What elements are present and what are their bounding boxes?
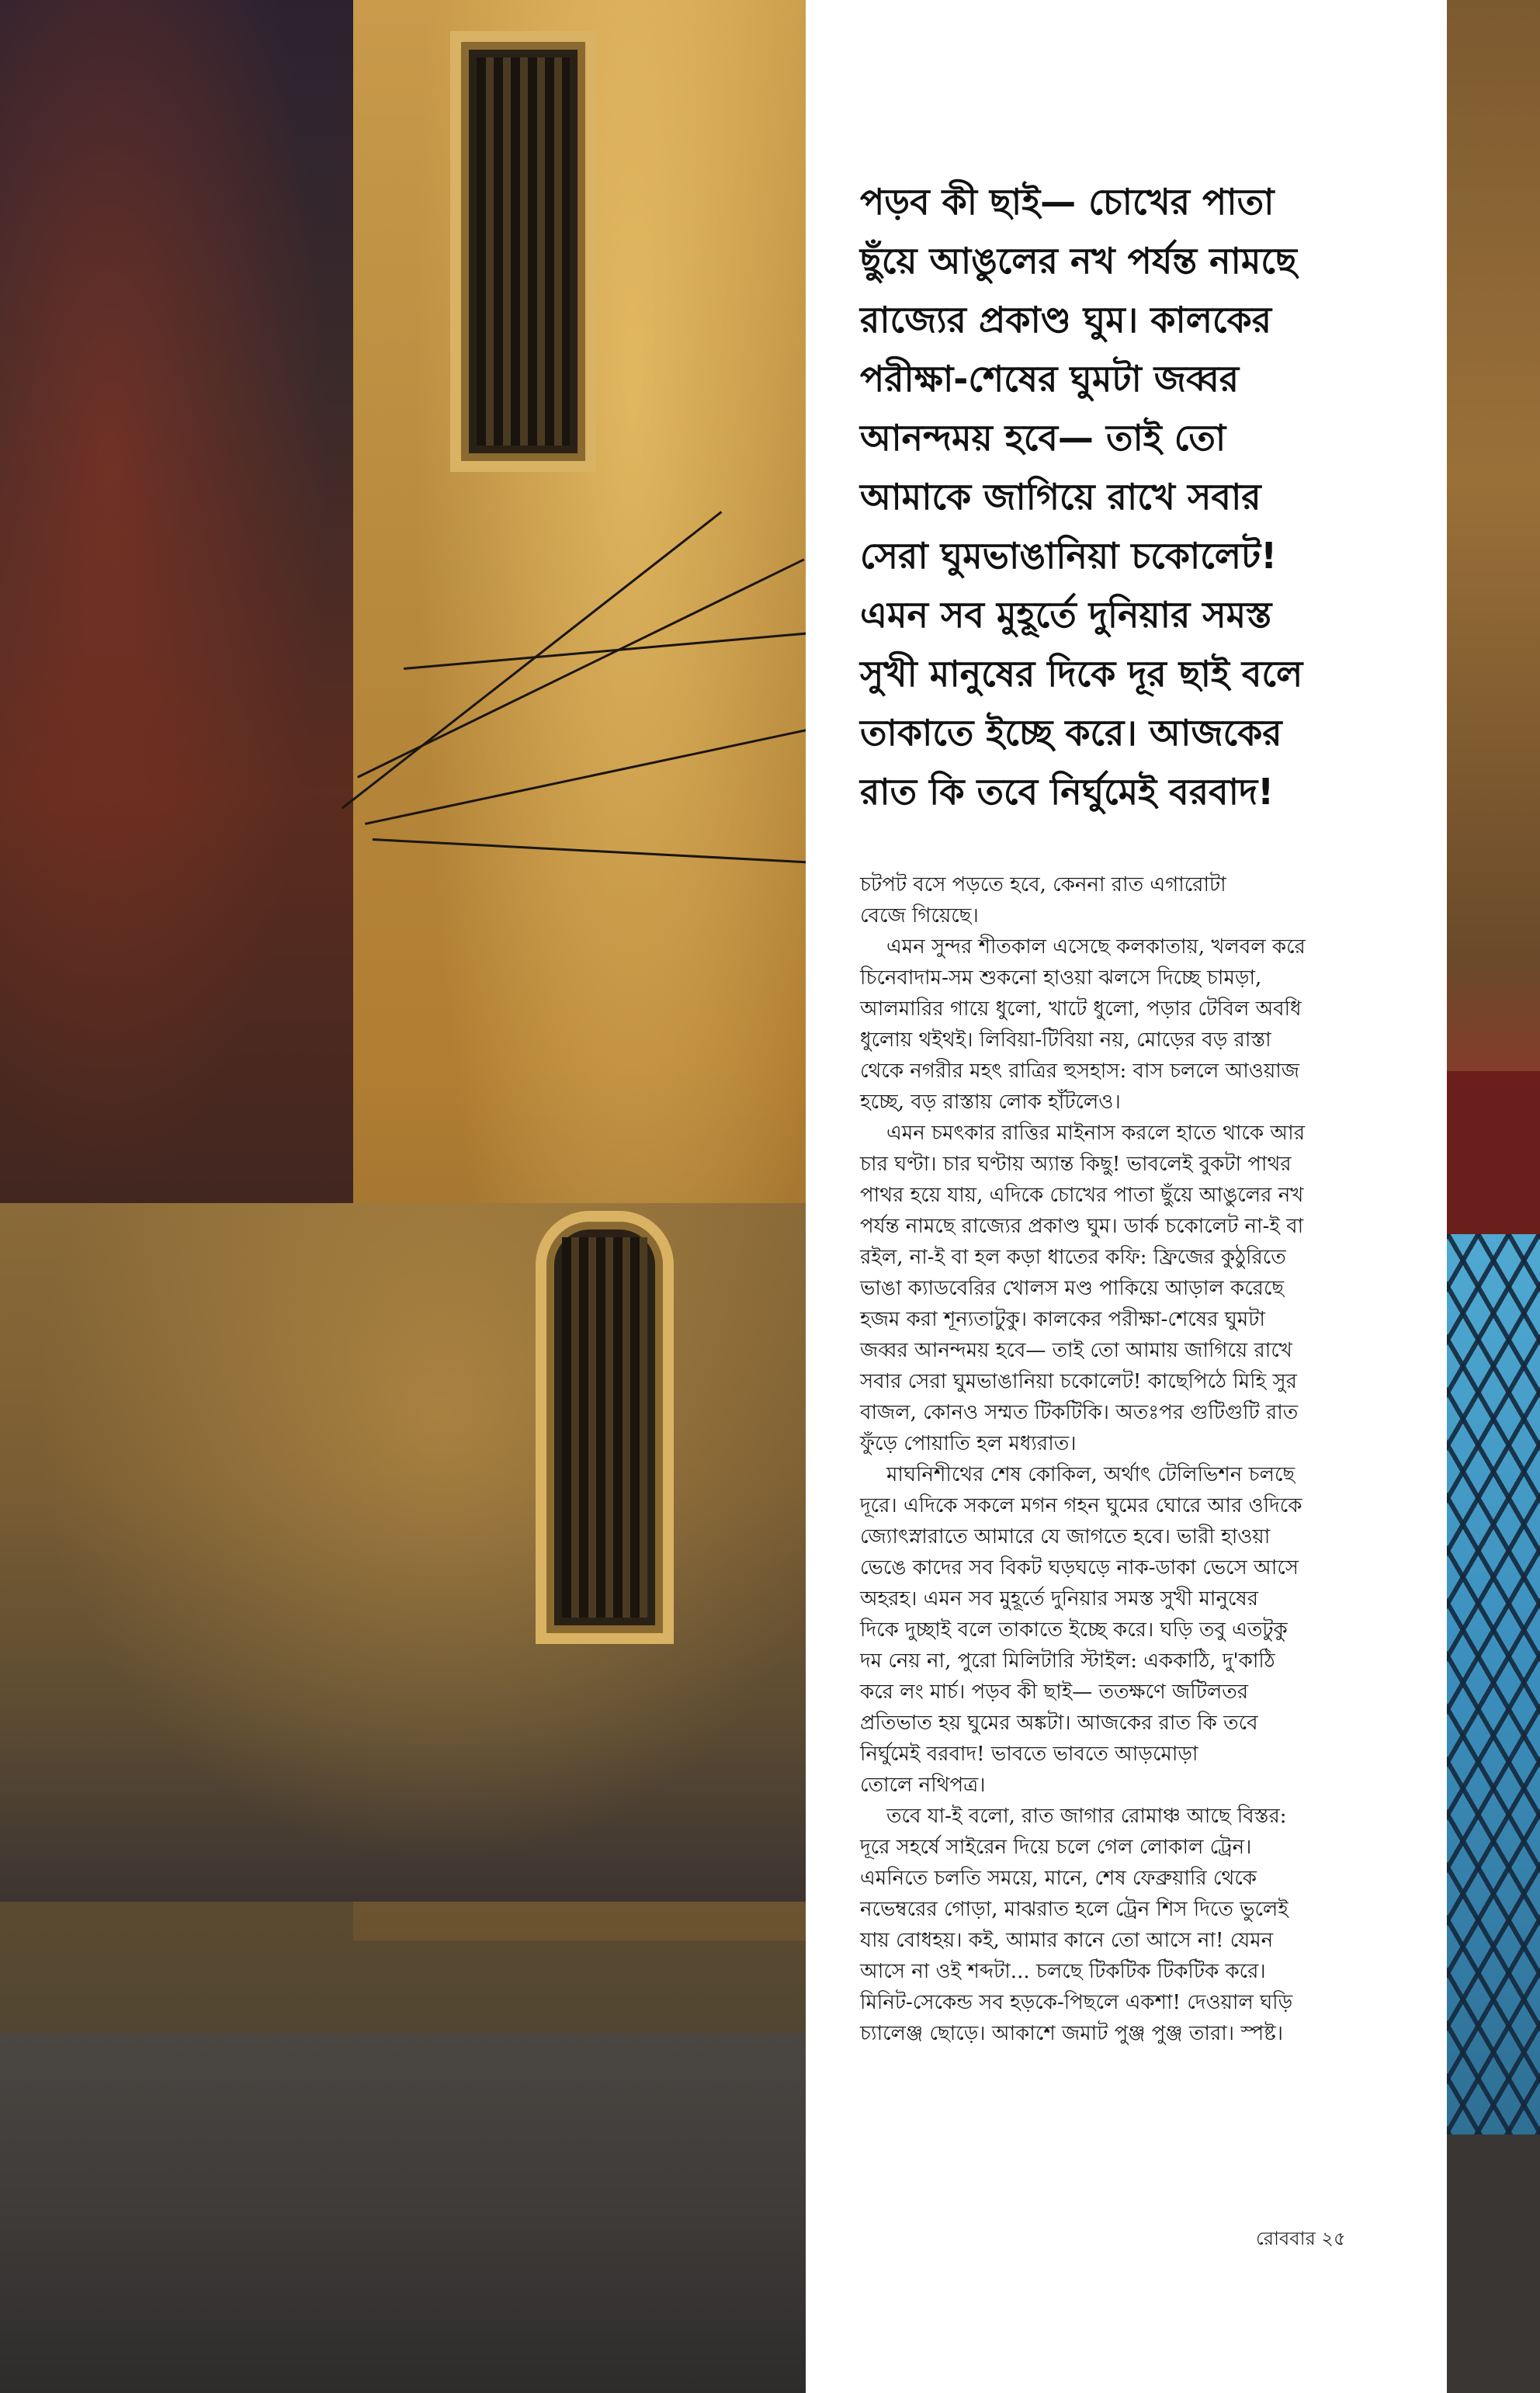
body-line: হচ্ছে, বড় রাস্তায় লোক হাঁটলেও।	[860, 1091, 1121, 1114]
body-line: হজম করা শূন্যতাটুকু। কালকের পরীক্ষা-শেষের ঘুমটা	[860, 1308, 1265, 1331]
right-photograph-strip	[1447, 0, 1540, 2393]
pull-quote-line: সেরা ঘুমভাঙানিয়া চকোলেট!	[860, 535, 1278, 577]
body-line: রইল, না-ই বা হল কড়া ধাতের কফি: ফ্রিজের কুঠুরিতে	[860, 1246, 1286, 1269]
body-line: অহরহ। এমন সব মুহূর্তে দুনিয়ার সমস্ত সুখী মানুষের	[860, 1587, 1259, 1611]
body-line: দূরে সহর্ষে সাইরেন দিয়ে চলে গেল লোকাল ট্রেন।	[860, 1836, 1252, 1859]
body-line: আসে না ওই শব্দটা... চলছে টিকটিক টিকটিক করে।	[860, 1960, 1266, 1983]
body-line: মাঘনিশীথের শেষ কোকিল, অর্থাৎ টেলিভিশন চলছে	[886, 1463, 1295, 1486]
red-lintel	[1447, 1071, 1540, 1234]
body-line: পাথর হয়ে যায়, এদিকে চোখের পাতা ছুঁয়ে আঙুলের নখ	[860, 1184, 1304, 1207]
pull-quote-line: তাকাতে ইচ্ছে করে। আজকের	[860, 712, 1282, 754]
body-line: এমনিতে চলতি সময়ে, মানে, শেষ ফেব্রুয়ারি থেকে	[860, 1867, 1257, 1890]
street-road	[0, 2034, 806, 2393]
pull-quote-line: পরীক্ষা-শেষের ঘুমটা জব্বর	[860, 358, 1240, 400]
upper-window	[450, 31, 596, 472]
gate-floor	[1447, 2135, 1540, 2393]
body-line: চার ঘণ্টা। চার ঘণ্টায় অ্যান্ত কিছু! ভাবলেই বুকটা পাথর	[860, 1153, 1292, 1176]
lower-arched-window	[536, 1211, 674, 1644]
body-line: করে লং মার্চ। পড়ব কী ছাই— ততক্ষণে জটিলতর	[860, 1680, 1249, 1704]
pull-quote	[860, 172, 1427, 821]
body-line: এমন চমৎকার রাত্তির মাইনাস করলে হাতে থাকে আর	[886, 1122, 1306, 1145]
pull-quote-line: ছুঁয়ে আঙুলের নখ পর্যন্ত নামছে	[860, 240, 1297, 282]
body-line: এমন সুন্দর শীতকাল এসেছে কলকাতায়, খলবল করে	[886, 935, 1306, 959]
body-line: দম নেয় না, পুরো মিলিটারি স্টাইল: এককাঠি, দু'কাঠি	[860, 1649, 1275, 1673]
body-line: চিনেবাদাম-সম শুকনো হাওয়া ঝলসে দিচ্ছে চামড়া,	[860, 966, 1262, 990]
body-line: তবে যা-ই বলো, রাত জাগার রোমাঞ্চ আছে বিস্তর:	[886, 1805, 1287, 1828]
body-line: আলমারির গায়ে ধুলো, খাটে ধুলো, পড়ার টেবিল অবধি	[860, 997, 1302, 1021]
body-line: পর্যন্ত নামছে রাজ্যের প্রকাণ্ড ঘুম। ডার্ক চকোলেট না-ই বা	[860, 1215, 1304, 1238]
body-line: দিকে দুচ্ছাই বলে তাকাতে ইচ্ছে করে। ঘড়ি তবু এতটুকু	[860, 1618, 1288, 1642]
body-line: জব্বর আনন্দময় হবে— তাই তো আমায় জাগিয়ে রাখে	[860, 1339, 1292, 1362]
page-footer: রোববার ২৫	[1256, 2228, 1346, 2249]
body-line: যায় বোধহয়। কই, আমার কানে তো আসে না! যেমন	[860, 1929, 1274, 1952]
body-line: নভেম্বরের গোড়া, মাঝরাত হলে ট্রেন শিস দিতে ভুলেই	[860, 1898, 1289, 1921]
pull-quote-line: আমাকে জাগিয়ে রাখে সবার	[860, 476, 1261, 518]
body-line: তোলে নথিপত্র।	[860, 1774, 986, 1797]
article-text-column	[806, 0, 1447, 2393]
body-line: চটপট বসে পড়তে হবে, কেননা রাত এগারোটা	[860, 873, 1226, 897]
pull-quote-line: আনন্দময় হবে— তাই তো	[860, 417, 1226, 459]
pull-quote-line: রাত কি তবে নির্ঘুমেই বরবাদ!	[860, 771, 1275, 813]
body-line: থেকে নগরীর মহৎ রাত্রির হুসহাস: বাস চললে আওয়াজ	[860, 1060, 1300, 1083]
pull-quote-line: সুখী মানুষের দিকে দূর ছাই বলে	[860, 653, 1303, 695]
collapsible-gate	[1447, 1234, 1540, 2135]
body-line: জ্যোৎস্নারাতে আমারে যে জাগতে হবে। ভারী হাওয়া	[860, 1525, 1271, 1549]
body-line: ধুলোয় থইথই। লিবিয়া-টিবিয়া নয়, মোড়ের বড় রাস্তা	[860, 1028, 1271, 1052]
article-body	[860, 869, 1427, 2049]
body-line: প্রতিভাত হয় ঘুমের অঙ্কটা। আজকের রাত কি তবে	[860, 1712, 1258, 1735]
body-line: ফুঁড়ে পোয়াতি হল মধ্যরাত।	[860, 1432, 1077, 1455]
body-line: বেজে গিয়েছে।	[860, 904, 979, 928]
dark-building-wall	[0, 0, 365, 1320]
body-line: চ্যালেঞ্জ ছোড়ে। আকাশে জমাট পুঞ্জ পুঞ্জ তারা। স্পষ্ট।	[860, 2022, 1284, 2045]
pull-quote-line: এমন সব মুহূর্তে দুনিয়ার সমস্ত	[860, 594, 1272, 636]
pull-quote-line: রাজ্যের প্রকাণ্ড ঘুম। কালকের	[860, 299, 1271, 341]
pull-quote-line: পড়ব কী ছাই— চোখের পাতা	[860, 181, 1275, 223]
boundary-wall	[0, 1203, 806, 1902]
body-line: সবার সেরা ঘুমভাঙানিয়া চকোলেট! কাছেপিঠে মিহি সুর	[860, 1370, 1297, 1393]
body-line: দূরে। এদিকে সকলে মগন গহন ঘুমের ঘোরে আর ওদিকে	[860, 1494, 1302, 1517]
body-line: ভাঙা ক্যাডবেরির খোলস মণ্ড পাকিয়ে আড়াল করেছে	[860, 1277, 1285, 1300]
body-line: নির্ঘুমেই বরবাদ! ভাবতে ভাবতে আড়মোড়া	[860, 1743, 1198, 1766]
body-line: ভেঙে কাদের সব বিকট ঘড়ঘড়ে নাক-ডাকা ভেসে আসে	[860, 1556, 1299, 1580]
body-line: বাজল, কোনও সম্মত টিকটিকি। অতঃপর গুটিগুটি রাত	[860, 1401, 1299, 1424]
body-line: মিনিট-সেকেন্ড সব হড়কে-পিছলে একশা! দেওয়াল ঘড়ি	[860, 1991, 1293, 2014]
